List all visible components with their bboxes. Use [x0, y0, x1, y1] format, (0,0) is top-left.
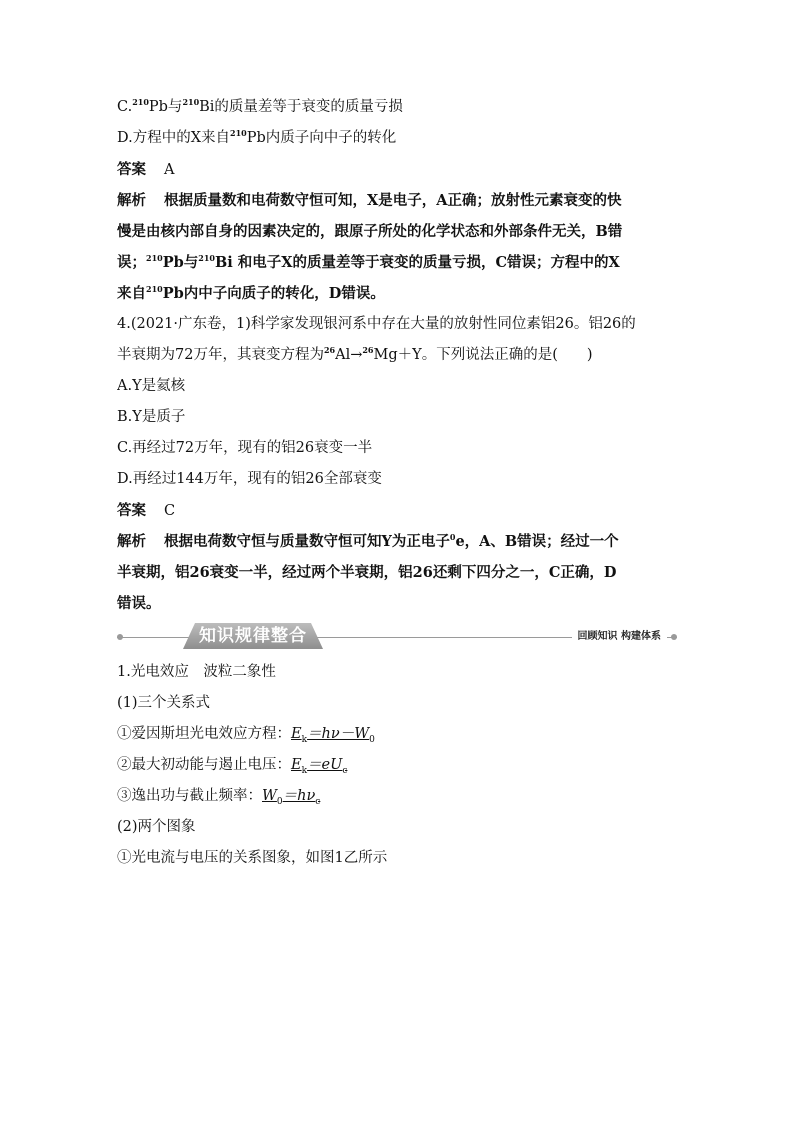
option-c: C.再经过72万年，现有的铝26衰变一半 [117, 440, 373, 456]
banner-title: 知识规律整合 [199, 626, 307, 646]
explanation-line: 解析 根据电荷数守恒与质量数守恒可知Y为正电子$^0$e，A、B错误；经过一个 [117, 532, 619, 550]
explanation-line: 错误。 [117, 595, 161, 612]
answer-line: 答案 C [117, 502, 176, 519]
subsection-heading: (1)三个关系式 [117, 695, 211, 711]
explanation-line: 来自$^{210}$Pb内中子向质子的转化，D错误。 [117, 284, 385, 302]
explanation-line: 解析 根据质量数和电荷数守恒可知，X是电子，A正确；放射性元素衰变的快 [117, 192, 622, 209]
explanation-line: 误；$^{210}$Pb与$^{210}$Bi 和电子X的质量差等于衰变的质量亏损，C错误；方程中的X [117, 253, 620, 271]
explanation-line: 半衰期，铝26衰变一半，经过两个半衰期，铝26还剩下四分之一，C正确，D [117, 564, 617, 581]
question-4-line: 半衰期为72万年，其衰变方程为$^{26}$Al→$^{26}$Mg＋Y。下列说法正确的是( ) [117, 345, 593, 363]
formula-line: ②最大初动能与遏止电压：$E_k=eU_c$ [117, 757, 348, 776]
formula: $E_k=h\nu-W_0$ [291, 726, 375, 745]
isotope-mass: 210 [132, 97, 149, 108]
formula-line: ①爱因斯坦光电效应方程：$E_k=h\nu-W_0$ [117, 726, 375, 745]
option-c-line: C.$^{210}$Pb与$^{210}$Bi的质量差等于衰变的质量亏损 [117, 97, 403, 115]
banner-dot-icon [671, 634, 677, 640]
formula-line: ③逸出功与截止频率：$W_0=h\nu_c$ [117, 788, 321, 807]
option-d-line: D.方程中的X来自$^{210}$Pb内质子向中子的转化 [117, 128, 397, 146]
answer-line: 答案 A [117, 161, 175, 178]
section-banner [117, 623, 677, 653]
formula: $E_k=eU_c$ [291, 757, 348, 776]
explanation-line: 慢是由核内部自身的因素决定的，跟原子所处的化学状态和外部条件无关，B错 [117, 223, 623, 240]
option-d: D.再经过144万年，现有的铝26全部衰变 [117, 471, 382, 487]
isotope-mass: 210 [230, 128, 247, 139]
question-4-line: 4.(2021·广东卷，1)科学家发现银河系中存在大量的放射性同位素铝26。铝26的 [117, 316, 636, 332]
document-page [117, 92, 677, 874]
graph-line: ①光电流与电压的关系图象，如图1乙所示 [117, 850, 388, 866]
banner-subtitle: 回顾知识 构建体系 [572, 629, 667, 645]
isotope-mass: 210 [182, 97, 200, 108]
banner-dot-icon [117, 634, 123, 640]
option-b: B.Y是质子 [117, 409, 186, 425]
option-a: A.Y是氦核 [117, 378, 186, 394]
subsection-heading: (2)两个图象 [117, 819, 196, 835]
section-heading: 1.光电效应 波粒二象性 [117, 664, 276, 680]
formula: $W_0=h\nu_c$ [262, 788, 321, 807]
